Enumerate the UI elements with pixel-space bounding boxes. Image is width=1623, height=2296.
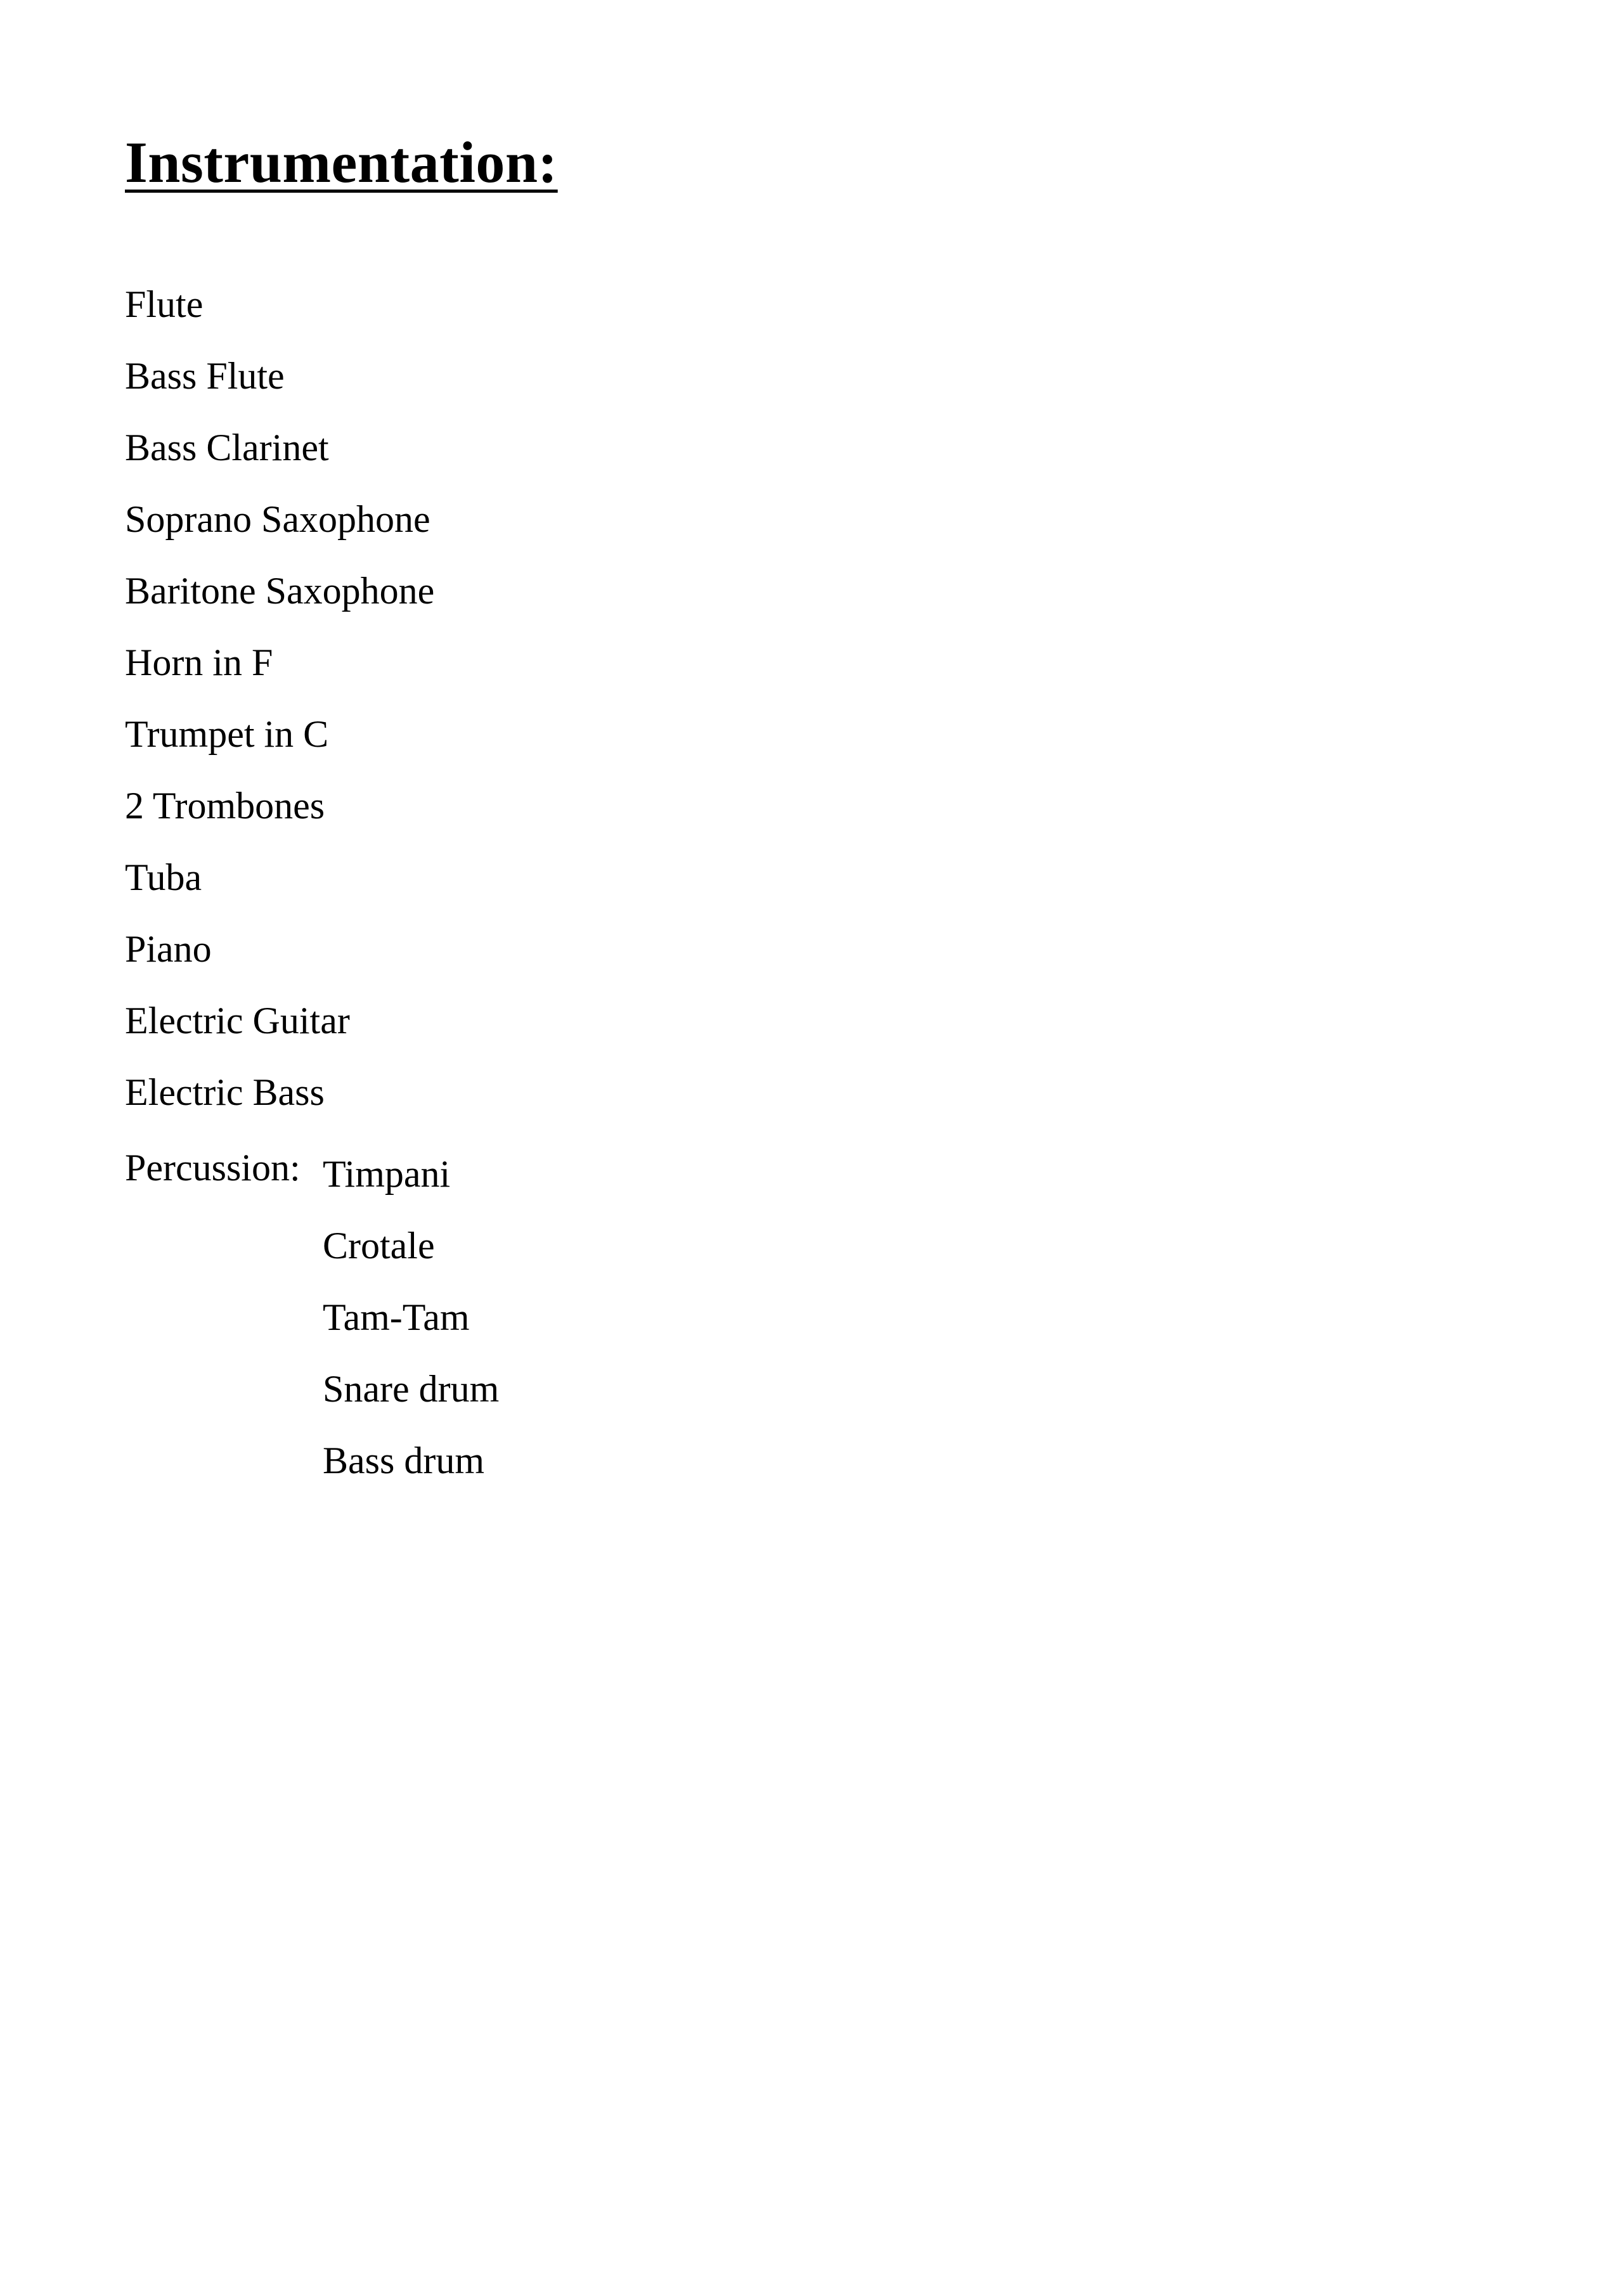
instrument-item-piano: Piano [125, 928, 212, 970]
percussion-label: Percussion: [125, 1147, 301, 1189]
instrument-item-trumpet-in-c: Trumpet in C [125, 713, 329, 755]
percussion-item-crotale: Crotale [323, 1225, 435, 1267]
instrument-item-tuba: Tuba [125, 856, 202, 898]
instrument-item-trombones: 2 Trombones [125, 785, 325, 827]
instrument-item-bass-clarinet: Bass Clarinet [125, 427, 329, 468]
percussion-item-timpani: Timpani [323, 1153, 451, 1195]
instrument-item-flute: Flute [125, 283, 204, 325]
instrument-item-electric-guitar: Electric Guitar [125, 1000, 350, 1042]
instrument-item-horn-in-f: Horn in F [125, 642, 273, 683]
instrument-item-bass-flute: Bass Flute [125, 355, 285, 397]
instrument-item-baritone-saxophone: Baritone Saxophone [125, 570, 435, 612]
page-title: Instrumentation: [125, 130, 558, 195]
percussion-section [125, 1149, 499, 1513]
percussion-item-snare-drum: Snare drum [323, 1368, 500, 1410]
percussion-list [323, 1155, 499, 1513]
instrument-item-soprano-saxophone: Soprano Saxophone [125, 498, 430, 540]
percussion-item-bass-drum: Bass drum [323, 1440, 484, 1481]
instrument-list [125, 285, 434, 1145]
instrument-item-electric-bass: Electric Bass [125, 1071, 325, 1113]
percussion-item-tam-tam: Tam-Tam [323, 1296, 470, 1338]
